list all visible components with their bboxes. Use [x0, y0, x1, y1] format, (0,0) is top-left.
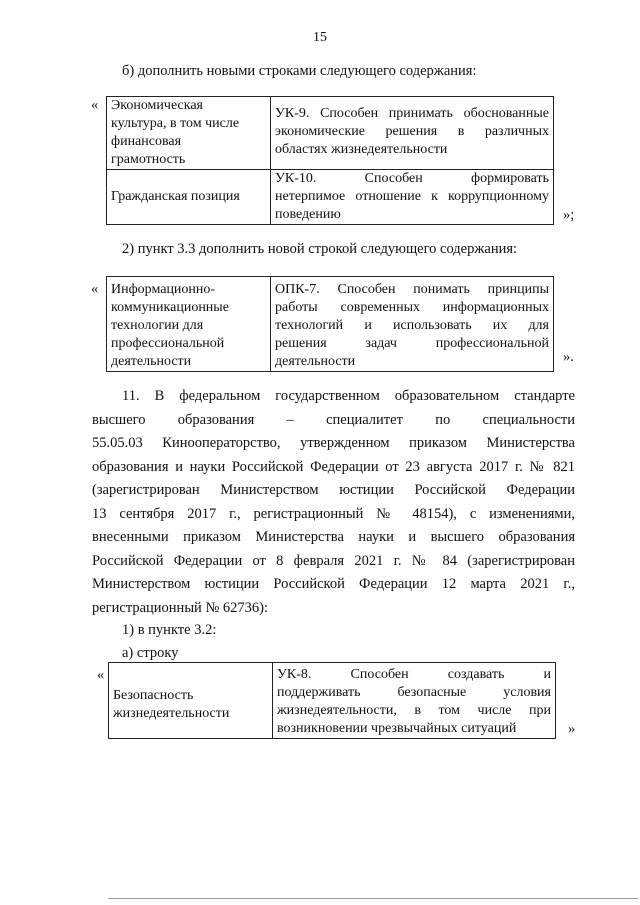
area-line: грамотность: [111, 152, 186, 167]
intro-2: 2) пункт 3.3 дополнить новой строкой следующего содержания:: [122, 241, 518, 257]
area-line: профессиональной: [111, 336, 225, 351]
table1: [106, 96, 554, 225]
paragraph-line: внесенными приказом Министерства науки и высшего образования: [92, 529, 575, 545]
area-line: Информационно-: [111, 282, 216, 297]
comp-line: технологий и использовать их для: [275, 318, 549, 333]
table1-area-cell: [107, 97, 271, 170]
area-line: деятельности: [111, 354, 192, 369]
intro-b: б) дополнить новыми строками следующего содержания:: [122, 63, 477, 79]
table-row: [107, 97, 554, 170]
table1-close-quote: »;: [563, 207, 575, 223]
table2-close-quote: ».: [563, 349, 574, 365]
area-line: жизнедеятельности: [113, 705, 230, 721]
comp-line: поведению: [275, 207, 341, 222]
area-line: технологии для: [111, 318, 204, 333]
area-line: Гражданская позиция: [111, 189, 240, 204]
table1-competence-cell: [271, 170, 554, 225]
table1-area-cell: [107, 170, 271, 225]
table-row: [107, 170, 554, 225]
comp-line: поддерживать безопасные условия: [277, 685, 551, 700]
area-line: коммуникационные: [111, 300, 229, 315]
comp-line: нетерпимое отношение к коррупционному: [275, 189, 549, 204]
table-row: [109, 663, 556, 739]
comp-line: ОПК-7. Способен понимать принципы: [275, 282, 549, 297]
paragraph-line: высшего образования – специалитет по специальности: [92, 411, 575, 428]
table2-area-cell: [107, 277, 271, 372]
item-1: 1) в пункте 3.2:: [122, 622, 217, 638]
comp-line: УК-10. Способен формировать: [275, 171, 549, 186]
comp-line: возникновении чрезвычайных ситуаций: [277, 721, 517, 736]
comp-line: жизнедеятельности, в том числе при: [277, 703, 551, 718]
paragraph-line: (зарегистрирован Министерством юстиции Российской Федерации: [92, 482, 575, 498]
table2-open-quote: «: [91, 281, 99, 297]
page-edge-rule: [108, 898, 638, 899]
paragraph-line: Министерством юстиции Российской Федерации 12 марта 2021 г.,: [92, 576, 575, 592]
paragraph-line: Российской Федерации от 8 февраля 2021 г. № 84 (зарегистрирован: [92, 552, 575, 569]
area-line: финансовая: [111, 134, 182, 149]
comp-line: УК-9. Способен принимать обоснованные: [275, 106, 549, 121]
comp-line: работы современных информационных: [275, 300, 549, 315]
paragraph-line: 11. В федеральном государственном образовательном стандарте: [122, 388, 575, 404]
area-line: Экономическая: [111, 98, 203, 113]
paragraph-line: образования и науки Российской Федерации от 23 августа 2017 г. № 821: [92, 458, 575, 475]
table1-competence-cell: [271, 97, 554, 170]
table2-competence-cell: [271, 277, 554, 372]
table3-area-cell: [109, 663, 273, 739]
table-row: [107, 277, 554, 372]
table3-competence-cell: [273, 663, 556, 739]
comp-line: деятельности: [275, 354, 356, 369]
paragraph-line: регистрационный № 62736):: [92, 599, 269, 616]
table3-open-quote: «: [97, 667, 105, 683]
table3: [108, 662, 556, 739]
comp-line: УК-8. Способен создавать и: [277, 667, 551, 682]
area-line: культура, в том числе: [111, 116, 240, 131]
comp-line: решения задач профессиональной: [275, 336, 549, 351]
comp-line: экономические решения в различных: [275, 124, 549, 139]
paragraph-11: [92, 385, 575, 620]
comp-line: областях жизнедеятельности: [275, 142, 448, 157]
table3-close-quote: »: [568, 721, 576, 737]
paragraph-line: 13 сентября 2017 г., регистрационный № 48154), с изменениями,: [92, 505, 575, 522]
paragraph-line: 55.05.03 Кинооператорство, утвержденном приказом Министерства: [92, 435, 575, 451]
area-line: Безопасность: [113, 687, 194, 703]
page-number: 15: [313, 30, 327, 45]
item-a: а) строку: [122, 645, 179, 661]
table2: [106, 276, 554, 372]
table1-open-quote: «: [91, 97, 99, 113]
